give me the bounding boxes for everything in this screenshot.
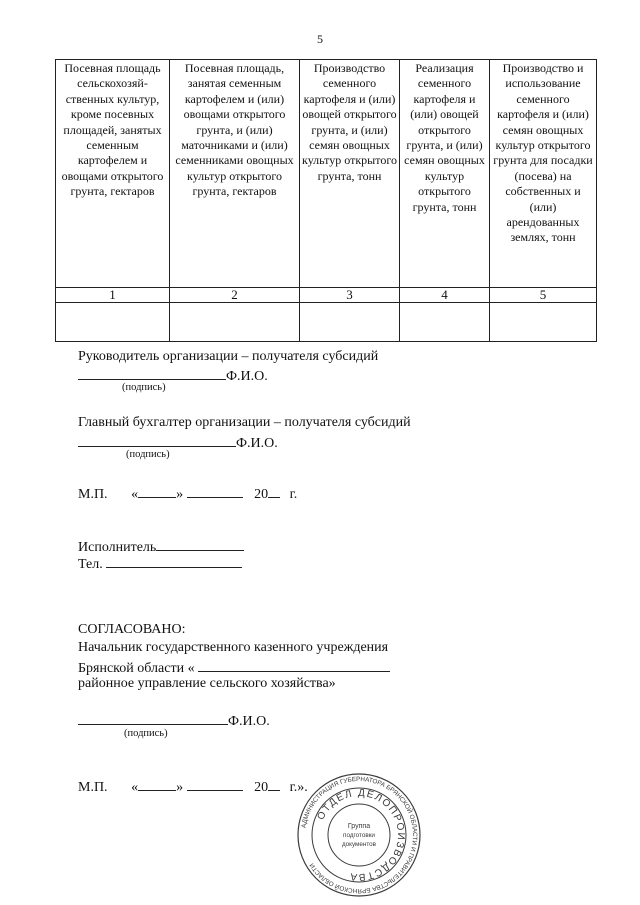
table-header-cell: Производство семенного картофеля и (или) овощей открытого грунта, и (или) семян овощных культур открытого грунта, тонн <box>300 60 400 288</box>
approval-district-blank <box>198 658 390 672</box>
signature-caption: (подпись) <box>126 449 170 460</box>
approval-region-prefix: Брянской области « <box>78 661 195 676</box>
fio-label: Ф.И.О. <box>228 714 270 729</box>
signature-blank <box>78 366 226 380</box>
table-header-cell: Реализация семенного картофеля и (или) овощей открытого грунта, и (или) семян овощных культур открытого грунта, тонн <box>400 60 490 288</box>
fio-label: Ф.И.О. <box>226 369 268 384</box>
signature-blank <box>78 433 236 447</box>
seal-center-line: Группа <box>347 823 371 830</box>
year-blank <box>268 484 280 498</box>
seal-outer-text: АДМИНИСТРАЦИЯ ГУБЕРНАТОРА БРЯНСКОЙ ОБЛАСТИ И ПРАВИТЕЛЬСТВА БРЯНСКОЙ ОБЛАСТИ <box>300 775 419 895</box>
signature-caption: (подпись) <box>124 728 168 739</box>
phone-line <box>78 554 242 573</box>
quote-close: » <box>176 487 184 502</box>
quote-close: » <box>176 780 184 795</box>
accountant-signature-line <box>78 433 278 452</box>
month-blank <box>187 484 243 498</box>
column-number: 4 <box>400 288 490 303</box>
day-blank <box>138 484 176 498</box>
column-number: 1 <box>56 288 170 303</box>
approval-line-2 <box>78 658 390 677</box>
year-prefix: 20 <box>254 487 269 502</box>
page-number: 5 <box>317 32 323 46</box>
head-signature-line <box>78 366 268 385</box>
table-number-row <box>56 288 597 303</box>
executor-label: Исполнитель <box>78 540 157 555</box>
year-suffix: г. <box>289 487 298 502</box>
head-title: Руководитель организации – получателя субсидий <box>78 349 379 364</box>
column-number: 2 <box>170 288 300 303</box>
table-data-row <box>56 303 597 342</box>
approval-signature-line <box>78 711 270 730</box>
signature-blank <box>78 711 228 725</box>
phone-label: Тел. <box>78 557 103 572</box>
table-header-cell: Производство и использование семенного картофеля и (или) семян овощных культур открытого грунта для посадки (посева) на собственных и (или) арендованных землях, тонн <box>490 60 597 288</box>
mp-label: М.П. <box>78 780 108 795</box>
accountant-title: Главный бухгалтер организации – получателя субсидий <box>78 415 411 430</box>
seal-ring-text: ОТДЕЛ ДЕЛОПРОИЗВОДСТВА <box>315 787 407 883</box>
table-header-cell: Посевная площадь сельскохозяй-ственных культур, кроме посевных площадей, занятых семенным картофелем и овощами открытого грунта, гектаров <box>56 60 170 288</box>
table-cell <box>300 303 400 342</box>
signature-caption: (подпись) <box>122 382 166 393</box>
fio-label: Ф.И.О. <box>236 436 278 451</box>
month-blank <box>187 777 243 791</box>
approval-line-3: районное управление сельского хозяйства» <box>78 676 336 691</box>
year-blank <box>268 777 280 791</box>
year-prefix: 20 <box>254 780 269 795</box>
data-table <box>55 59 597 342</box>
table-header-cell: Посевная площадь, занятая семенным картофелем и (или) овощами открытого грунта, и (или) маточниками и (или) семенниками овощных культур открытого грунта, гектаров <box>170 60 300 288</box>
seal-center-line: документов <box>341 841 377 848</box>
table-cell <box>56 303 170 342</box>
quote-open: « <box>131 780 139 795</box>
phone-blank <box>106 554 242 568</box>
table-cell <box>490 303 597 342</box>
mp-label: М.П. <box>78 487 108 502</box>
day-blank <box>138 777 176 791</box>
mp-date-line-final <box>78 777 308 796</box>
year-suffix: г.». <box>289 780 308 795</box>
seal-center-line: подготовки <box>343 832 375 839</box>
mp-date-line <box>78 484 297 503</box>
table-cell <box>170 303 300 342</box>
official-seal <box>296 772 422 898</box>
table-cell <box>400 303 490 342</box>
table-header-row <box>56 60 597 288</box>
approval-heading: СОГЛАСОВАНО: <box>78 622 186 637</box>
executor-blank <box>156 537 244 551</box>
approval-line-1: Начальник государственного казенного учреждения <box>78 640 389 655</box>
quote-open: « <box>131 487 139 502</box>
column-number: 3 <box>300 288 400 303</box>
column-number: 5 <box>490 288 597 303</box>
